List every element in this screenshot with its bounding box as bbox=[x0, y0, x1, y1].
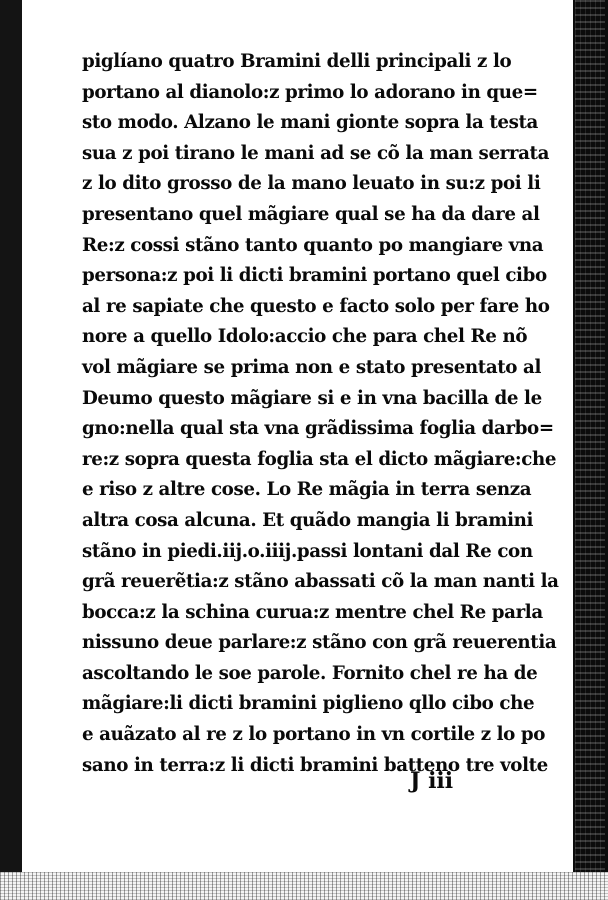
text-line: sua z poi tirano le mani ad se cõ la man serrata bbox=[82, 141, 550, 164]
text-line: presentano quel mãgiare qual se ha da dare al bbox=[82, 202, 540, 225]
text-line: stãno in piedi.iij.o.iiij.passi lontani dal Re con bbox=[82, 539, 533, 562]
text-line: sto modo. Alzano le mani gionte sopra la testa bbox=[82, 111, 538, 134]
text-line: z lo dito grosso de la mano leuato in su:z poi li bbox=[82, 172, 541, 195]
text-line: grã reuerẽtia:z stãno abassati cõ la man nanti la bbox=[82, 570, 559, 593]
body-text bbox=[82, 46, 559, 780]
text-line: portano al dianolo:z primo lo adorano in que= bbox=[82, 80, 538, 103]
scan-bottom-edge bbox=[0, 872, 608, 900]
text-line: e riso z altre cose. Lo Re mãgia in terra senza bbox=[82, 478, 532, 501]
text-line: gno:nella qual sta vna grãdissima foglia darbo= bbox=[82, 417, 554, 440]
text-line: altra cosa alcuna. Et quãdo mangia li bramini bbox=[82, 508, 534, 531]
signature-mark: J iii bbox=[410, 768, 454, 794]
text-line: piglíano quatro Bramini delli principali z lo bbox=[82, 50, 512, 72]
text-line: Deumo questo mãgiare si e in vna bacilla de le bbox=[82, 386, 542, 409]
text-line: nissuno deue parlare:z stãno con grã reuerentia bbox=[82, 631, 557, 654]
text-line: Re:z cossi stãno tanto quanto po mangiare vna bbox=[82, 233, 544, 256]
text-line: persona:z poi li dicti bramini portano quel cibo bbox=[82, 264, 547, 287]
text-line: mãgiare:li dicti bramini piglieno qllo cibo che bbox=[82, 692, 535, 715]
text-line: al re sapiate che questo e facto solo per fare ho bbox=[82, 294, 550, 317]
text-line: vol mãgiare se prima non e stato presentato al bbox=[82, 355, 542, 378]
text-line: sano in terra:z li dicti bramini batteno tre volte bbox=[82, 753, 548, 776]
scan-right-edge-texture bbox=[575, 0, 605, 900]
text-line: nore a quello Idolo:accio che para chel Re nõ bbox=[82, 325, 528, 348]
text-line: e auãzato al re z lo portano in vn cortile z lo po bbox=[82, 723, 546, 746]
scan-left-margin bbox=[0, 0, 22, 900]
text-line: ascoltando le soe parole. Fornito chel re ha de bbox=[82, 661, 538, 684]
text-line: re:z sopra questa foglia sta el dicto mãgiare:che bbox=[82, 447, 557, 470]
text-line: bocca:z la schina curua:z mentre chel Re parla bbox=[82, 600, 543, 623]
